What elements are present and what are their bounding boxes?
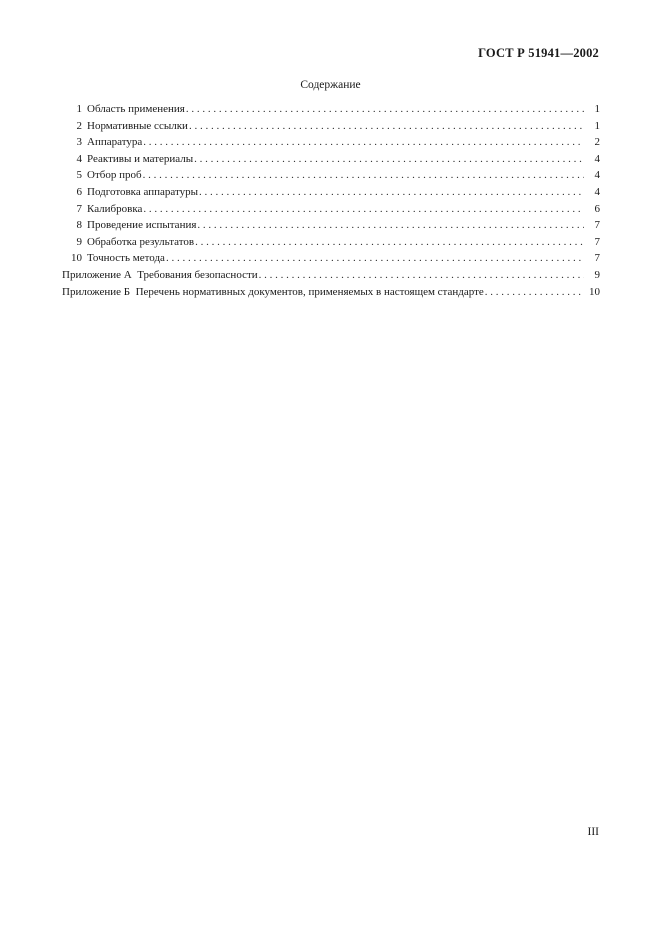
toc-entry-title: Точность метода	[87, 252, 165, 265]
toc-entry-number: 5	[76, 169, 82, 182]
toc-leader-dots	[485, 286, 584, 298]
toc-entry-number: 1	[76, 103, 82, 115]
page-number: III	[587, 826, 599, 838]
toc-entry-page: 7	[594, 252, 600, 265]
toc-title: Содержание	[300, 79, 361, 91]
toc-entry-title: Отбор проб	[87, 169, 142, 182]
toc-leader-dots	[259, 269, 584, 281]
toc-entry-number: 2	[76, 119, 82, 132]
toc-appendix-entry	[62, 269, 600, 286]
toc-entry	[62, 153, 600, 170]
toc-entry-title: Калибровка	[87, 202, 143, 215]
toc-entry-title: Приложение А Требования безопасности	[62, 268, 258, 281]
toc-entry	[62, 103, 600, 120]
toc-entry	[62, 203, 600, 220]
toc-entry-number: 9	[76, 235, 82, 248]
toc-entry-number: 8	[76, 219, 82, 232]
toc-entry-page: 10	[589, 285, 600, 298]
toc-entry-number: 3	[76, 136, 82, 149]
toc-entry-title: Аппаратура	[87, 136, 143, 149]
toc-entry-page: 6	[594, 202, 600, 215]
document-header: ГОСТ Р 51941—2002	[478, 46, 599, 60]
toc-entry-page: 9	[594, 268, 600, 281]
toc-entry-title: Область применения	[87, 103, 185, 115]
toc-entry-page: 4	[594, 169, 600, 182]
toc-leader-dots	[143, 169, 584, 181]
toc-leader-dots	[143, 136, 584, 148]
toc-entry-page: 4	[594, 185, 600, 198]
toc-entry-page: 1	[594, 119, 600, 132]
toc-leader-dots	[197, 219, 584, 231]
toc-entry	[62, 252, 600, 269]
toc-entry	[62, 186, 600, 203]
toc-entry-number: 4	[76, 152, 82, 165]
toc-leader-dots	[143, 203, 584, 215]
toc-entry-page: 4	[594, 152, 600, 165]
toc-leader-dots	[194, 153, 584, 165]
toc-entry-page: 1	[594, 103, 600, 115]
toc-entry-title: Приложение Б Перечень нормативных документов, применяемых в настоящем стандарте	[62, 285, 484, 298]
toc-leader-dots	[166, 252, 584, 264]
toc-entry-title: Обработка результатов	[87, 235, 195, 248]
toc-entry-number: 7	[76, 202, 82, 215]
toc-leader-dots	[186, 103, 584, 115]
toc-leader-dots	[199, 186, 584, 198]
toc-leader-dots	[195, 236, 584, 248]
toc-entry-page: 7	[594, 219, 600, 232]
toc-entry-page: 2	[594, 136, 600, 149]
toc-entry-number: 10	[71, 252, 82, 265]
toc-entry	[62, 219, 600, 236]
toc-appendix-entry	[62, 286, 600, 303]
toc-entry-title: Подготовка аппаратуры	[87, 185, 199, 198]
toc-entry-page: 7	[594, 235, 600, 248]
table-of-contents	[62, 103, 600, 302]
toc-entry	[62, 136, 600, 153]
toc-entry-title: Нормативные ссылки	[87, 119, 188, 132]
toc-entry-title: Реактивы и материалы	[87, 152, 194, 165]
toc-entry	[62, 236, 600, 253]
toc-entry-number: 6	[76, 185, 82, 198]
toc-entry-title: Проведение испытания	[87, 219, 197, 232]
toc-entry	[62, 169, 600, 186]
toc-leader-dots	[189, 120, 584, 132]
toc-entry	[62, 120, 600, 137]
